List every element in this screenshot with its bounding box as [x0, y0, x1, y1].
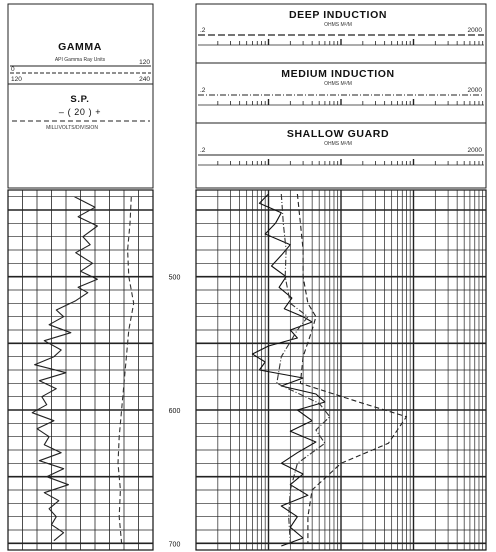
sp-title: S.P. [70, 94, 90, 105]
header-scale-ticks [198, 159, 484, 165]
track1-header [8, 4, 153, 188]
gamma-scale-min-2: 120 [11, 76, 22, 83]
medium-induction-title: MEDIUM INDUCTION [281, 68, 395, 80]
deep-induction-title: DEEP INDUCTION [288, 9, 388, 21]
medium-induction-unit: OHMS M²/M [324, 81, 352, 87]
shallow-guard-max: 2000 [467, 147, 482, 154]
shallow-guard-title: SHALLOW GUARD [286, 128, 390, 140]
medium-induction-min: .2 [200, 87, 206, 94]
depth-tick-label: 600 [168, 408, 181, 415]
gamma-scale-min: 0 [11, 66, 15, 73]
sp-unit: MILLIVOLTS/DIVISION [46, 125, 98, 131]
sp-scale: – ( 20 ) + [58, 107, 102, 117]
gamma-scale-max-2: 240 [139, 76, 150, 83]
gamma-scale-max: 120 [139, 59, 150, 66]
track1-grid [8, 190, 153, 550]
depth-axis [169, 275, 181, 549]
medium-induction-max: 2000 [467, 87, 482, 94]
curve-deep-induction [297, 194, 406, 543]
shallow-guard-min: .2 [200, 147, 206, 154]
curve-gamma [32, 197, 97, 541]
gamma-unit: API Gamma Ray Units [54, 57, 106, 63]
track2-grid [196, 190, 486, 550]
gamma-title: GAMMA [58, 41, 102, 53]
deep-induction-min: .2 [200, 27, 206, 34]
header-scale-ticks [198, 99, 484, 105]
deep-induction-max: 2000 [467, 27, 482, 34]
shallow-guard-unit: OHMS M²/M [324, 141, 352, 147]
deep-induction-unit: OHMS M²/M [324, 22, 352, 28]
header-scale-ticks [198, 39, 484, 45]
depth-tick-label: 500 [168, 274, 181, 282]
depth-tick-label: 700 [168, 541, 181, 549]
track2-header [196, 4, 486, 188]
